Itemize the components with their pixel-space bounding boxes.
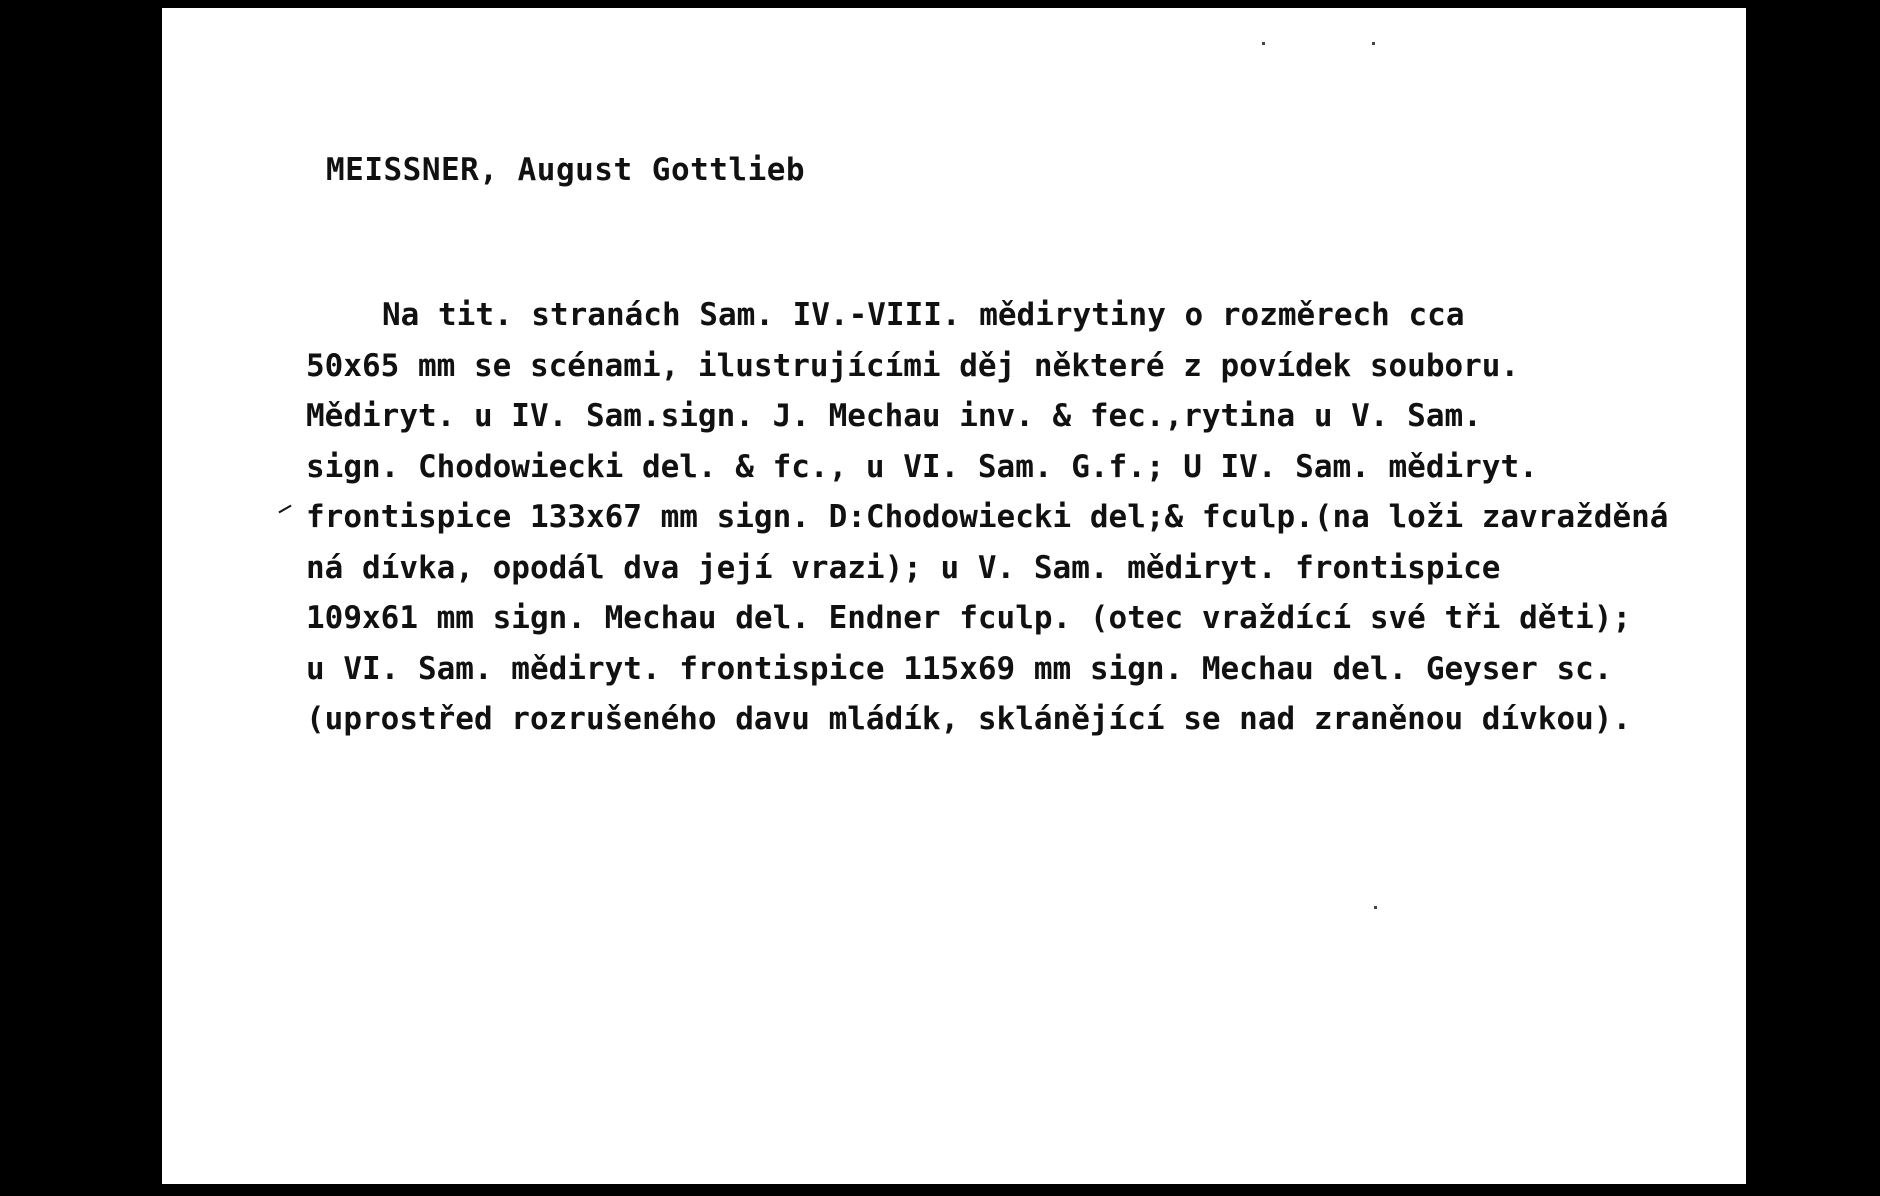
scan-speck (1374, 906, 1377, 909)
body-line: Mědiryt. u IV. Sam.sign. J. Mechau inv. & fec.,rytina u V. Sam. (306, 398, 1482, 434)
body-line: 50x65 mm se scénami, ilustrujícími děj některé z povídek souboru. (306, 347, 1520, 384)
card-heading: MEISSNER, August Gottlieb (326, 152, 806, 188)
body-line: (uprostřed rozrušeného davu mládík, sklánějící se nad zraněnou dívkou). (306, 701, 1632, 737)
body-line: sign. Chodowiecki del. & fc., u VI. Sam. G.f.; U IV. Sam. mědiryt. (306, 448, 1538, 485)
scan-speck (1372, 42, 1375, 45)
card-body (306, 290, 1726, 745)
scan-speck (1262, 42, 1265, 45)
body-line: 109x61 mm sign. Mechau del. Endner fculp. (otec vraždící své tři děti); (306, 600, 1632, 636)
body-line: u VI. Sam. mědiryt. frontispice 115x69 mm sign. Mechau del. Geyser sc. (306, 650, 1613, 687)
body-line: Na tit. stranách Sam. IV.-VIII. mědirytiny o rozměrech cca (382, 297, 1465, 333)
body-line: ná dívka, opodál dva její vrazi); u V. Sam. mědiryt. frontispice (306, 549, 1501, 586)
body-line: frontispice 133x67 mm sign. D:Chodowiecki del;& fculp.(na loži zavražděná (306, 499, 1669, 535)
